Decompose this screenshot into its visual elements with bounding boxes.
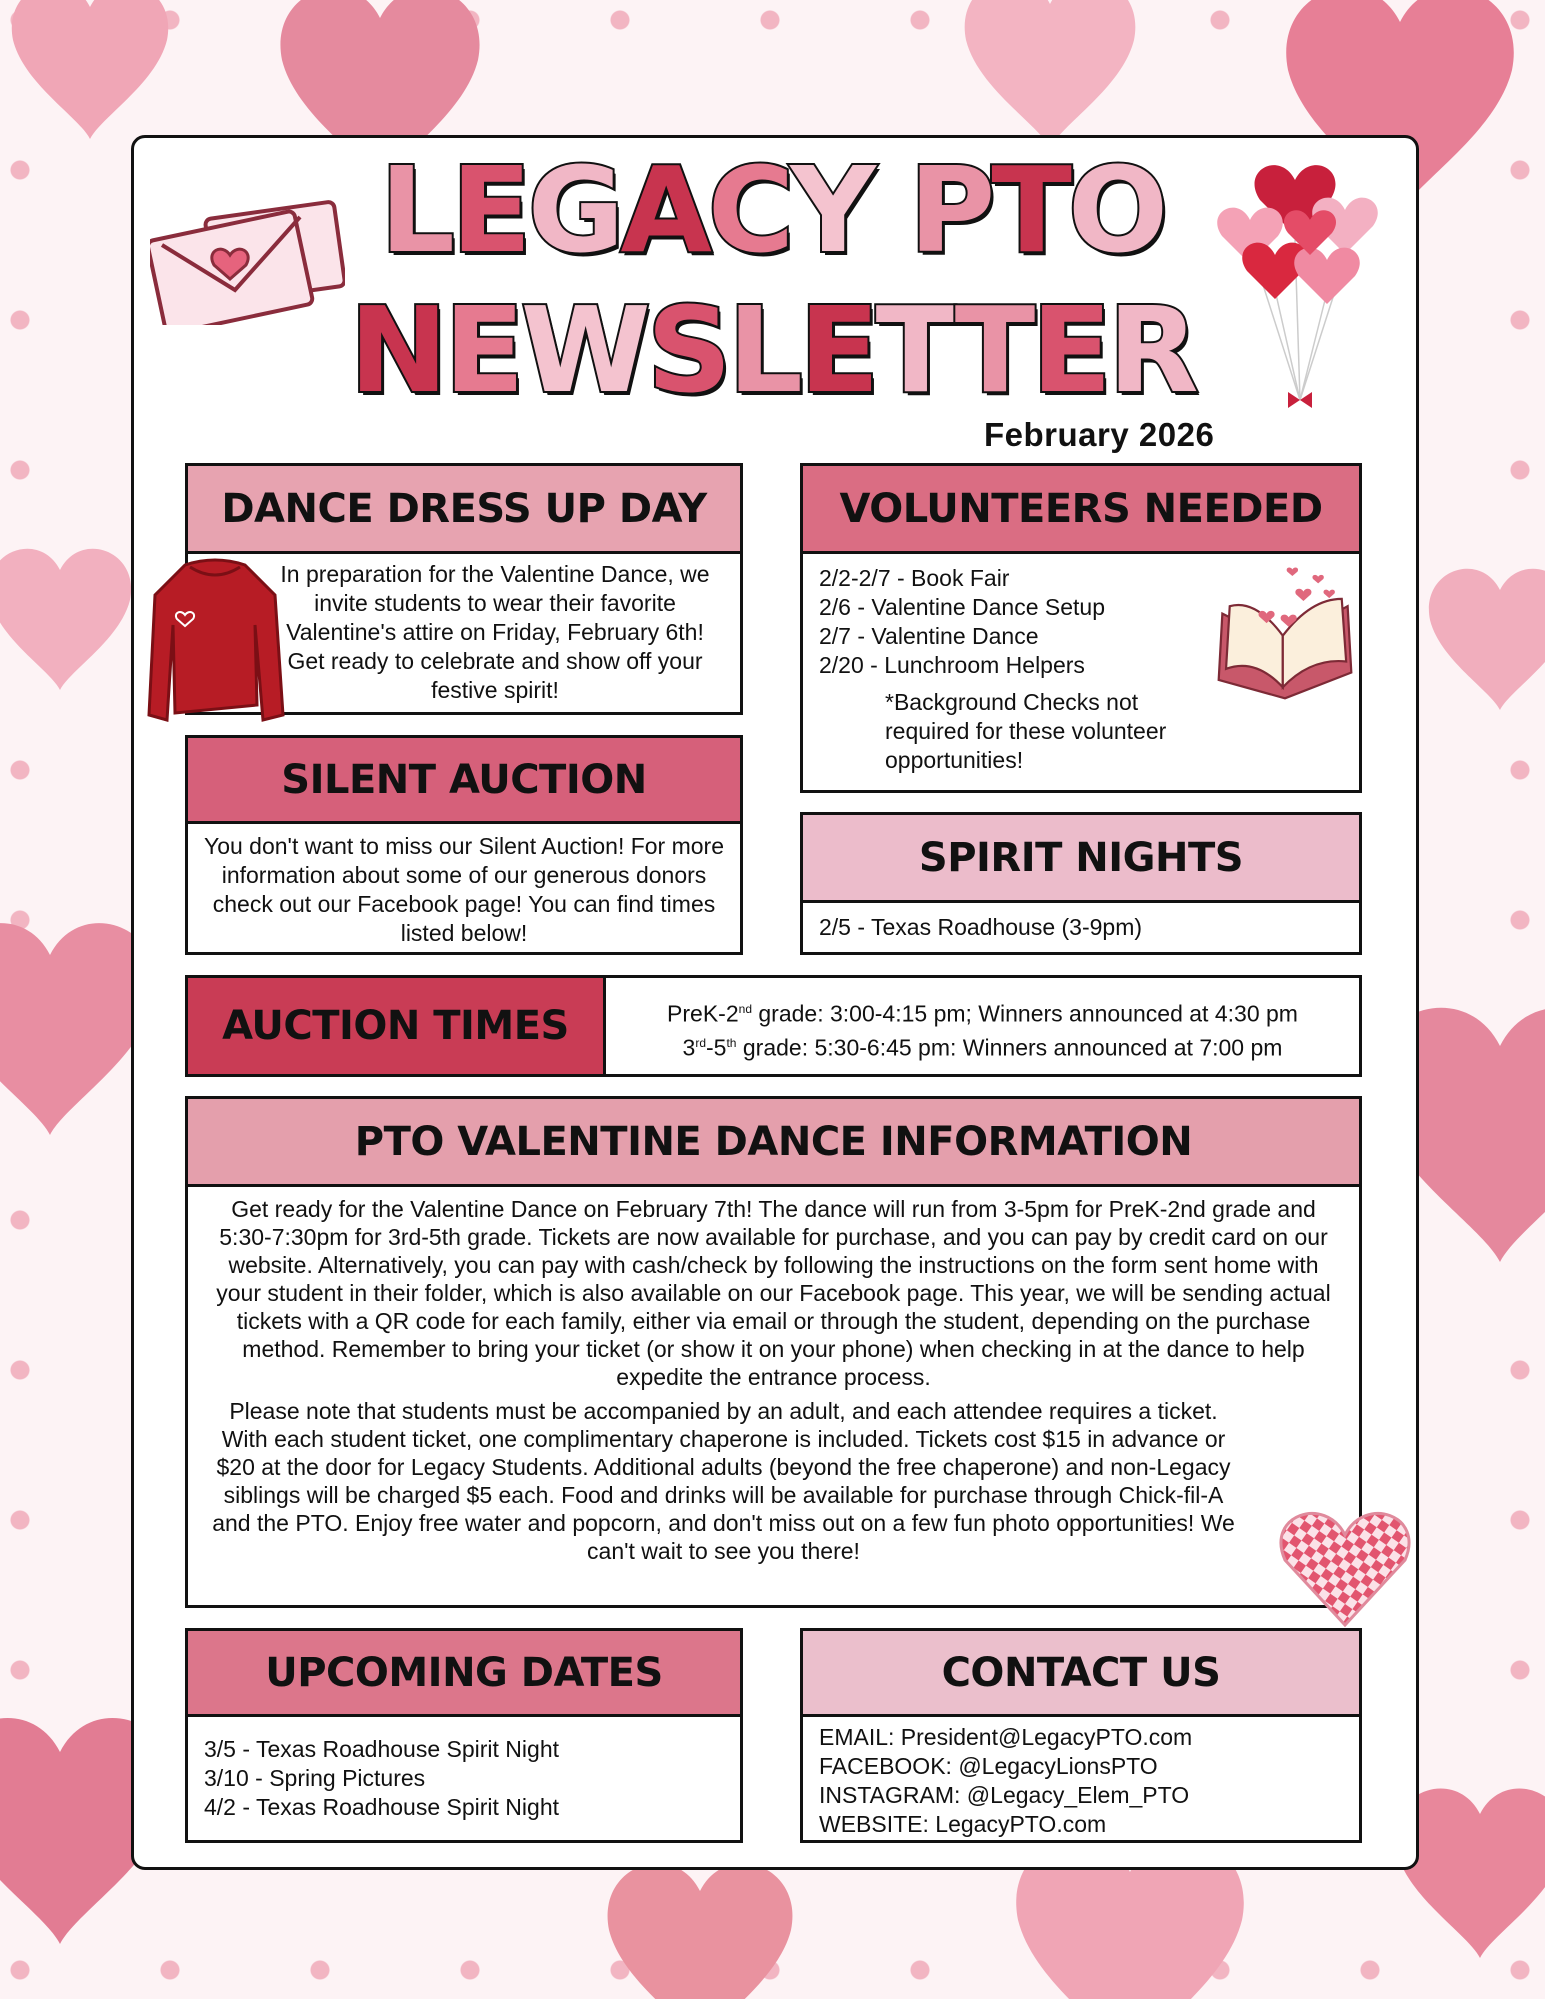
upcoming-dates-heading: UPCOMING DATES <box>188 1631 740 1717</box>
open-book-hearts-icon <box>1215 562 1355 702</box>
volunteer-item: 2/6 - Valentine Dance Setup <box>819 594 1105 620</box>
title-letter: P <box>908 141 992 279</box>
dance-dress-up-heading: DANCE DRESS UP DAY <box>188 466 740 554</box>
ordinal-suffix: th <box>726 1035 737 1050</box>
auction-times-heading: AUCTION TIMES <box>188 978 606 1074</box>
title-letter: A <box>620 141 708 279</box>
title-letter: L <box>727 281 799 419</box>
auction-times-section <box>185 975 1362 1077</box>
title-letter: E <box>450 141 528 279</box>
grade-range: PreK-2 <box>667 1000 739 1027</box>
title-letter: C <box>707 141 791 279</box>
title-letter: T <box>954 281 1032 419</box>
dance-information-text <box>188 1187 1359 1565</box>
contact-facebook-link[interactable]: FACEBOOK: @LegacyLionsPTO <box>819 1753 1158 1779</box>
spirit-night-item: 2/5 - Texas Roadhouse (3-9pm) <box>819 914 1143 940</box>
heart-balloons-icon <box>1205 150 1385 430</box>
ordinal-suffix: rd <box>695 1035 707 1050</box>
background-check-note: *Background Checks not required for these volunteer opportunities! <box>885 689 1167 773</box>
silent-auction-text: You don't want to miss our Silent Auction! For more information about some of our generous donors check out our Facebook page! You can find times listed below! <box>203 833 725 946</box>
contact-instagram-link[interactable]: INSTAGRAM: @Legacy_Elem_PTO <box>819 1782 1190 1808</box>
contact-us-section <box>800 1628 1362 1843</box>
title-letter: R <box>1107 281 1195 419</box>
title-letter <box>872 141 909 279</box>
silent-auction-heading: SILENT AUCTION <box>188 738 740 824</box>
red-sweater-icon <box>145 555 285 730</box>
title-letter: N <box>349 281 444 419</box>
title-letter: L <box>379 141 451 279</box>
auction-time-detail: grade: 5:30-6:45 pm: Winners announced at 7:00 pm <box>736 1034 1283 1061</box>
dance-information-heading: PTO VALENTINE DANCE INFORMATION <box>188 1099 1359 1187</box>
title-letter: W <box>520 281 647 419</box>
auction-time-detail: grade: 3:00-4:15 pm; Winners announced at 4:30 pm <box>752 1000 1298 1027</box>
auction-time-line <box>606 995 1359 1029</box>
upcoming-dates-section <box>185 1628 743 1843</box>
ordinal-suffix: nd <box>738 1002 752 1016</box>
upcoming-date-item: 3/5 - Texas Roadhouse Spirit Night <box>204 1736 559 1762</box>
newsletter-date: February 2026 <box>984 416 1215 453</box>
checkered-heart-icon <box>1275 1500 1415 1640</box>
title-letter: E <box>443 281 521 419</box>
dance-info-paragraph: Please note that students must be accompanied by an adult, and each attendee requires a ticket. With each student ticket, one complimentary chaperone is included. Tickets cost $15 in advance or $20 at the door for Legacy Students. Additional adults (beyond the free chaperone) and non-Legacy siblings will be charged $5 each. Food and drinks will be available for purchase through Chick-fil-A and the PTO. Enjoy free water and popcorn, and don't miss out on a few fun photo opportunities! We can't wait to see you there! <box>212 1398 1235 1564</box>
title-letter: T <box>875 281 955 419</box>
title-letter: S <box>646 281 728 419</box>
upcoming-date-item: 4/2 - Texas Roadhouse Spirit Night <box>204 1794 559 1820</box>
title-letter: O <box>1067 141 1165 279</box>
dance-information-section <box>185 1096 1362 1608</box>
dance-info-paragraph: Get ready for the Valentine Dance on February 7th! The dance will run from 3-5pm for PreK-2nd grade and 5:30-7:30pm for 3rd-5th grade. Tickets are now available for purchase, and you can pay by credit card on our website. Alternatively, you can pay with cash/check by following the instructions on the form sent home with your student in their folder, which is also available on our Facebook page. This year, we will be sending actual tickets with a QR code for each family, either via email or through the student, depending on the purchase method. Remember to bring your ticket (or show it on your phone) when checking in at the dance to help expedite the entrance process. <box>216 1196 1331 1390</box>
spirit-nights-heading: SPIRIT NIGHTS <box>803 815 1359 903</box>
title-letter: Y <box>790 141 872 279</box>
grade-range: -5 <box>706 1034 727 1061</box>
volunteer-item: 2/20 - Lunchroom Helpers <box>819 652 1085 678</box>
grade-range: 3 <box>682 1034 696 1061</box>
title-letter: E <box>798 281 876 419</box>
volunteers-needed-heading: VOLUNTEERS NEEDED <box>803 466 1359 554</box>
spirit-nights-section <box>800 812 1362 955</box>
upcoming-date-item: 3/10 - Spring Pictures <box>204 1765 426 1791</box>
volunteer-item: 2/2-2/7 - Book Fair <box>819 565 1010 591</box>
title-letter: G <box>527 141 621 279</box>
title-letter: E <box>1031 281 1108 419</box>
contact-website-link[interactable]: WEBSITE: LegacyPTO.com <box>819 1811 1107 1837</box>
contact-email-link[interactable]: EMAIL: President@LegacyPTO.com <box>819 1724 1193 1750</box>
auction-times-schedule <box>606 978 1359 1074</box>
upcoming-dates-list <box>188 1717 740 1822</box>
silent-auction-section <box>185 735 743 955</box>
love-letter-envelope-icon <box>150 195 345 325</box>
dance-dress-up-text: In preparation for the Valentine Dance, we invite students to wear their favorite Valentine's attire on Friday, February 6th! Get ready to celebrate and show off your festive spirit! <box>280 561 710 703</box>
volunteer-item: 2/7 - Valentine Dance <box>819 623 1039 649</box>
auction-time-line <box>606 1029 1359 1063</box>
title-letter: T <box>991 141 1068 279</box>
contact-list <box>803 1717 1359 1839</box>
contact-us-heading: CONTACT US <box>803 1631 1359 1717</box>
